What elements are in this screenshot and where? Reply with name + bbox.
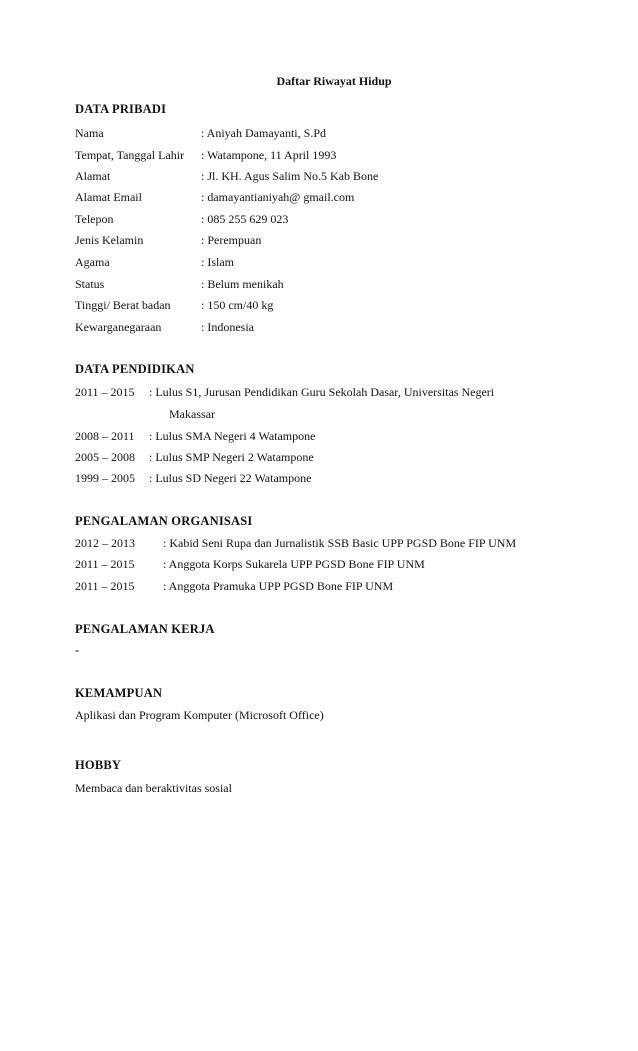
personal-label: Nama <box>75 126 104 140</box>
personal-value: : Aniyah Damayanti, S.Pd <box>201 126 326 140</box>
personal-value: : Indonesia <box>201 320 254 334</box>
personal-label: Alamat <box>75 169 111 183</box>
education-detail: : Lulus SD Negeri 22 Watampone <box>149 471 312 485</box>
education-detail: : Lulus SMP Negeri 2 Watampone <box>149 450 314 464</box>
personal-value: : Watampone, 11 April 1993 <box>201 148 337 162</box>
organization-years: 2011 – 2015 <box>75 557 135 571</box>
section-heading-hobby: HOBBY <box>75 758 122 772</box>
personal-value: : damayantianiyah@ gmail.com <box>201 190 355 204</box>
education-years: 2005 – 2008 <box>75 450 135 464</box>
personal-label: Alamat Email <box>75 190 142 204</box>
education-years: 2011 – 2015 <box>75 385 135 399</box>
hobby-value: Membaca dan beraktivitas sosial <box>75 781 232 795</box>
organization-years: 2012 – 2013 <box>75 536 135 550</box>
section-heading-data-pribadi: DATA PRIBADI <box>75 102 167 116</box>
personal-value: : 150 cm/40 kg <box>201 298 274 312</box>
personal-value: : 085 255 629 023 <box>201 212 289 226</box>
education-detail: : Lulus SMA Negeri 4 Watampone <box>149 429 316 443</box>
personal-label: Kewarganegaraan <box>75 320 162 334</box>
section-heading-pengalaman-kerja: PENGALAMAN KERJA <box>75 622 215 636</box>
education-years: 1999 – 2005 <box>75 471 135 485</box>
organization-detail: : Kabid Seni Rupa dan Jurnalistik SSB Basic UPP PGSD Bone FIP UNM <box>163 536 517 550</box>
personal-label: Telepon <box>75 212 114 226</box>
work-experience-value: - <box>75 643 79 657</box>
personal-label: Jenis Kelamin <box>75 233 144 247</box>
personal-value: : Jl. KH. Agus Salim No.5 Kab Bone <box>201 169 379 183</box>
organization-detail: : Anggota Pramuka UPP PGSD Bone FIP UNM <box>163 579 394 593</box>
personal-label: Tempat, Tanggal Lahir <box>75 148 185 162</box>
education-detail-continued: Makassar <box>169 407 215 421</box>
education-years: 2008 – 2011 <box>75 429 135 443</box>
document-title: Daftar Riwayat Hidup <box>276 74 392 88</box>
personal-label: Tinggi/ Berat badan <box>75 298 171 312</box>
organization-years: 2011 – 2015 <box>75 579 135 593</box>
section-heading-data-pendidikan: DATA PENDIDIKAN <box>75 362 195 376</box>
personal-value: : Islam <box>201 255 234 269</box>
personal-value: : Belum menikah <box>201 277 284 291</box>
organization-detail: : Anggota Korps Sukarela UPP PGSD Bone FIP UNM <box>163 557 425 571</box>
personal-label: Status <box>75 277 105 291</box>
education-detail: : Lulus S1, Jurusan Pendidikan Guru Sekolah Dasar, Universitas Negeri <box>149 385 495 399</box>
personal-label: Agama <box>75 255 110 269</box>
personal-value: : Perempuan <box>201 233 262 247</box>
skills-value: Aplikasi dan Program Komputer (Microsoft Office) <box>75 708 324 722</box>
section-heading-pengalaman-organisasi: PENGALAMAN ORGANISASI <box>75 514 253 528</box>
section-heading-kemampuan: KEMAMPUAN <box>75 686 163 700</box>
